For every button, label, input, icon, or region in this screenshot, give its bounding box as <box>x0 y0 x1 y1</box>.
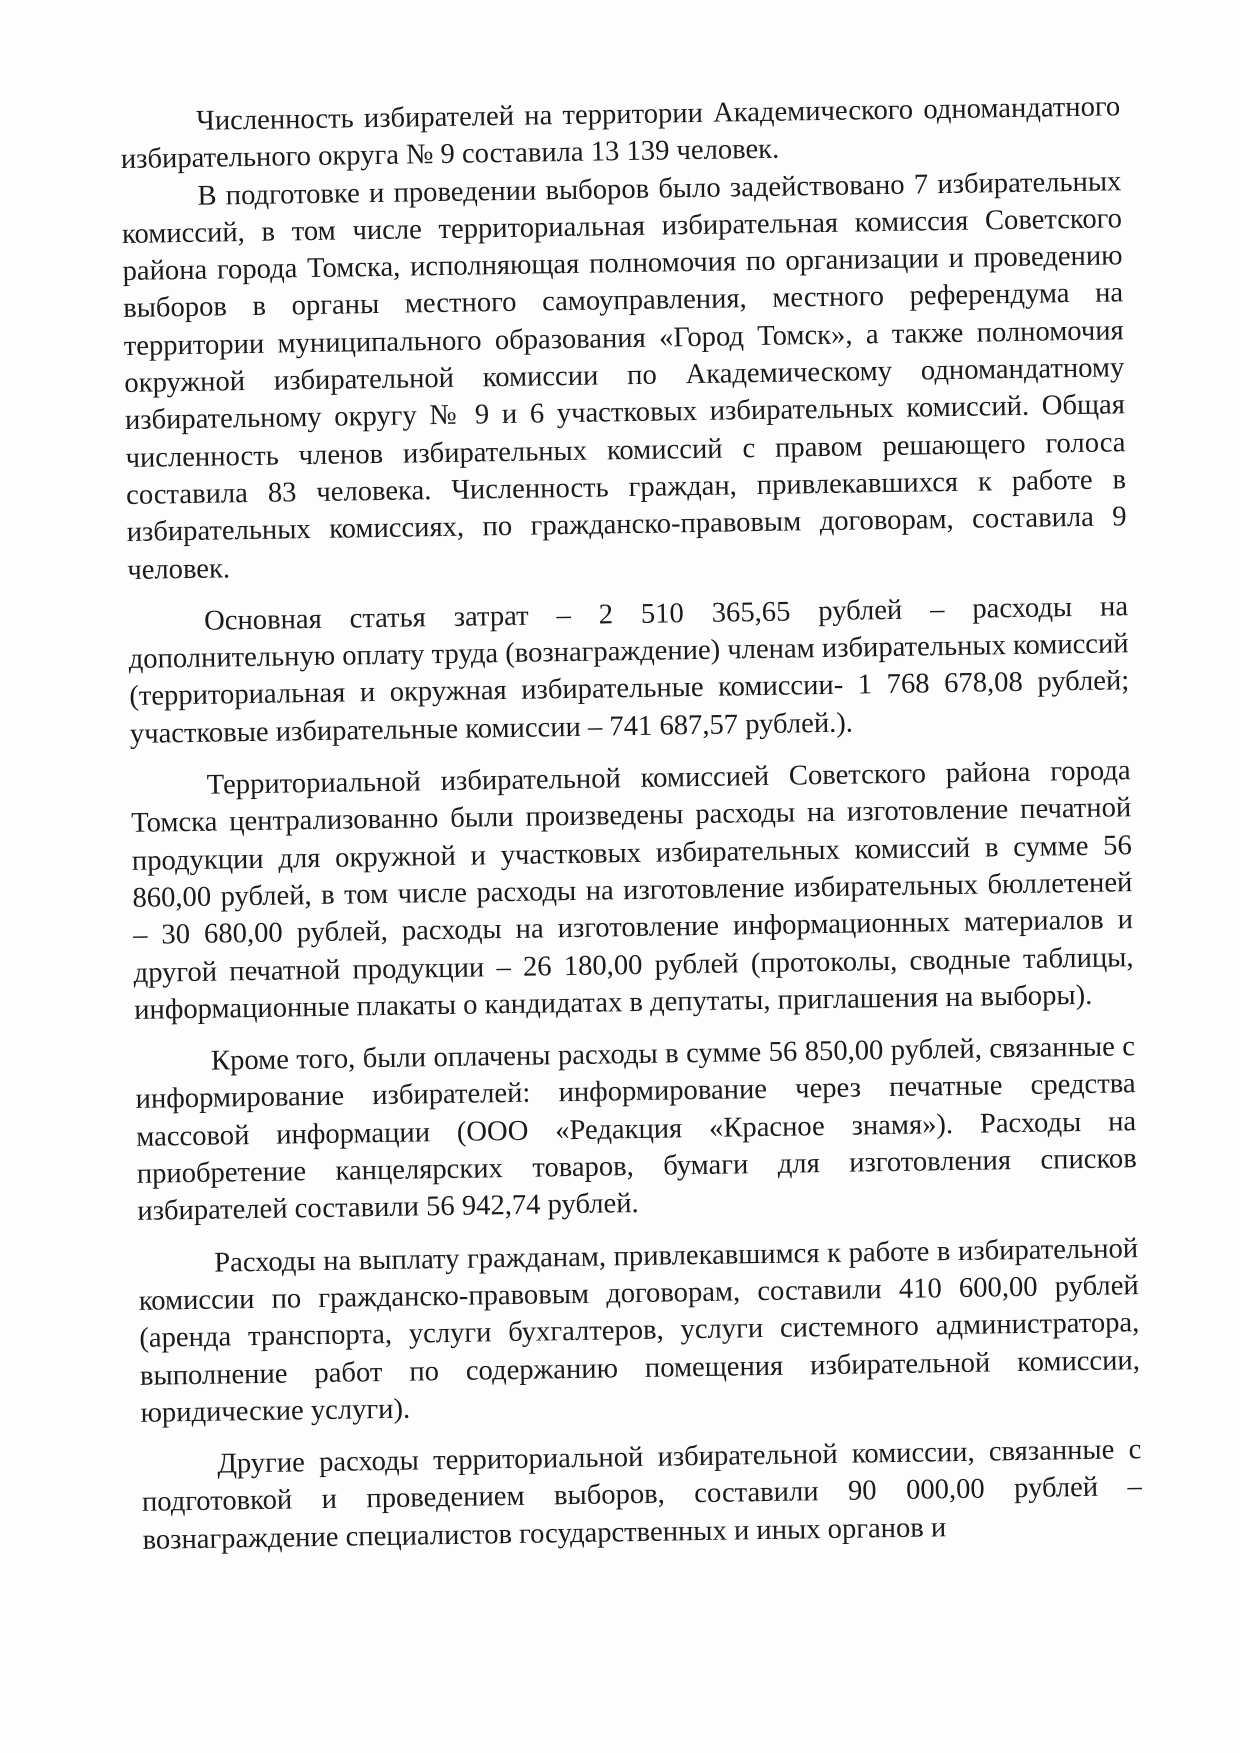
paragraph-commissions: В подготовке и проведении выборов было задействовано 7 избирательных комиссий, в том числе территориальная избирательная комиссия Советского района города Томска, исполняющая полномочия по организации и проведению выборов в органы местного самоуправления, местного референдума на территории муниципального образования «Город Томск», а также полномочия окружной избирательной комиссии по Академическому одномандатному избирательному округу № 9 и 6 участковых избирательных комиссий. Общая численность членов избирательных комиссий с правом решающего голоса составила 83 человека. Численность граждан, привлекавшихся к работе в избирательных комиссиях, по гражданско-правовым договорам, составила 9 человек. <box>121 165 1127 586</box>
document-body <box>120 88 1143 1559</box>
paragraph-printing-expenses: Территориальной избирательной комиссией Советского района города Томска централизованно были произведены расходы на изготовление печатной продукции для окружной и участковых избирательных комиссий в сумме 56 860,00 рублей, в том числе расходы на изготовление избирательных бюллетеней – 30 680,00 рублей, расходы на изготовление информационных материалов и другой печатной продукции – 26 180,00 рублей (протоколы, сводные таблицы, информационные плакаты о кандидатах в депутаты, приглашения на выборы). <box>131 755 1134 1026</box>
paragraph-other-expenses: Другие расходы территориальной избирательной комиссии, связанные с подготовкой и проведением выборов, составили 90 000,00 рублей – вознаграждение специалистов государственных и иных органов и <box>141 1434 1143 1556</box>
paragraph-voter-count: Численность избирателей на территории Академического одномандатного избирательного округа № 9 составила 13 139 человек. <box>120 91 1121 176</box>
paragraph-contract-payments: Расходы на выплату гражданам, привлекавшимся к работе в избирательной комиссии по гражданско-правовым договорам, составили 410 600,00 рублей (аренда транспорта, услуги бухгалтеров, услуги системного администратора, выполнение работ по содержанию помещения избирательной комиссии, юридические услуги). <box>138 1232 1141 1429</box>
paragraph-information-expenses: Кроме того, были оплачены расходы в сумме 56 850,00 рублей, связанные с информирование избирателей: информирование через печатные средства массовой информации (ООО «Редакция «Красное знамя»). Расходы на приобретение канцелярских товаров, бумаги для изготовления списков избирателей составили 56 942,74 рублей. <box>135 1031 1137 1228</box>
paragraph-main-expenses: Основная статья затрат – 2 510 365,65 рублей – расходы на дополнительную оплату труда (вознаграждение) членам избирательных комиссий (территориальная и окружная избирательные комиссии- 1 768 678,08 рублей; участковые избирательные комиссии – 741 687,57 рублей.). <box>128 591 1130 750</box>
